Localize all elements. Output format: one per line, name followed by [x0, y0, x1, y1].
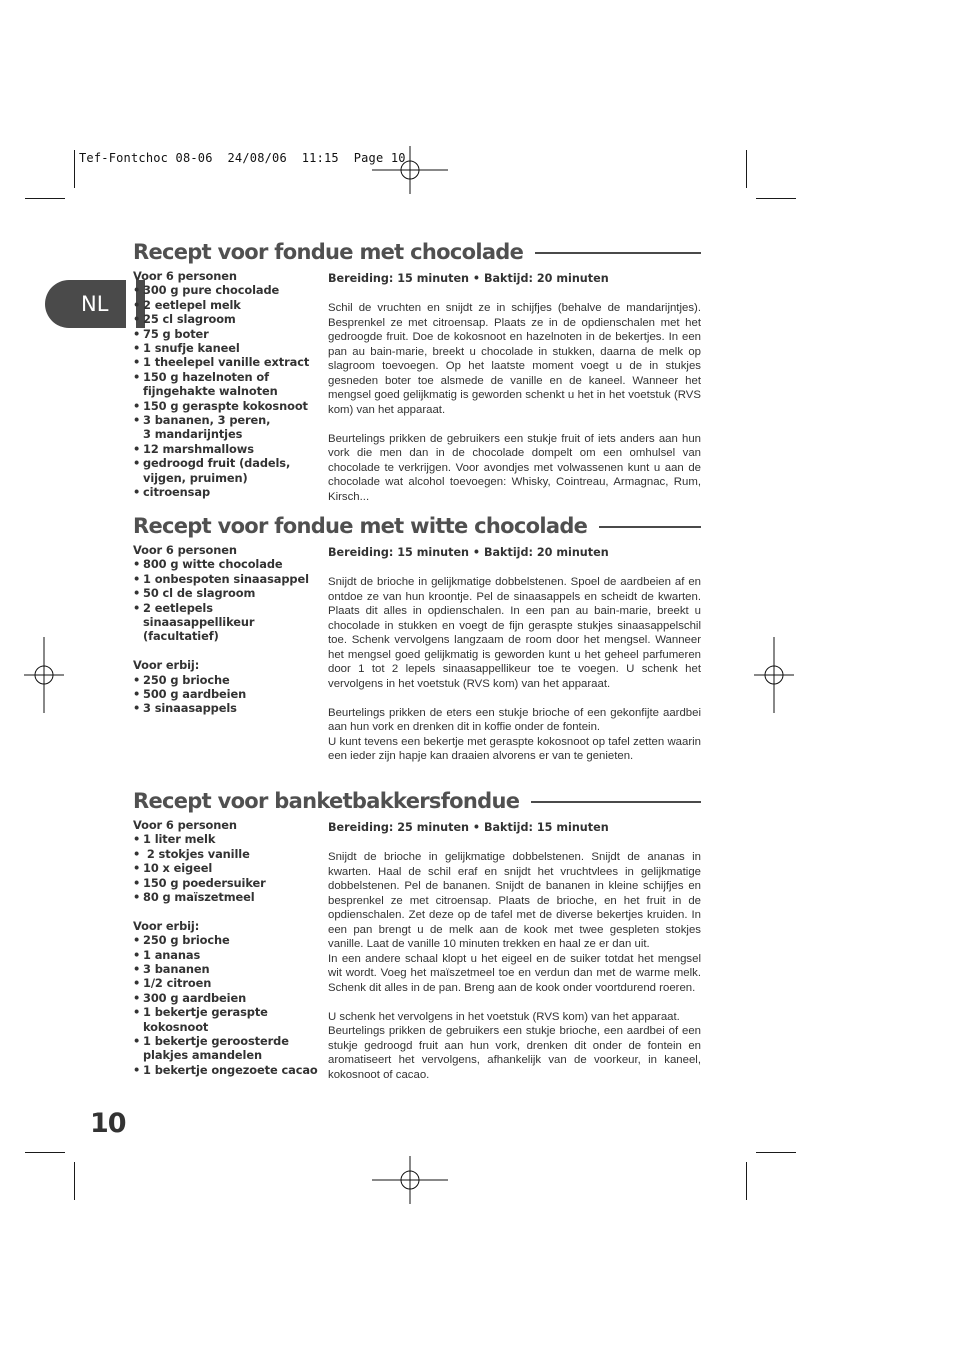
- ingredient-item: • 150 g poedersuiker: [133, 876, 318, 890]
- instruction-paragraph: U schenk het vervolgens in het voetstuk (RVS kom) van het apparaat.: [328, 1010, 680, 1023]
- extras-label: Voor erbij:: [133, 918, 200, 933]
- ingredient-item: • 1 onbespoten sinaasappel: [133, 572, 318, 586]
- extra-item: • 1 ananas: [133, 948, 318, 962]
- ingredient-item: • 150 g hazelnoten of fijngehakte walnoten: [133, 370, 283, 399]
- ingredient-item: • 1 snufje kaneel: [133, 341, 318, 355]
- extras-label: Voor erbij:: [133, 658, 200, 673]
- page-number: 10: [90, 1108, 126, 1139]
- extra-item: • 500 g aardbeien: [133, 687, 318, 701]
- instruction-paragraph: Beurtelings prikken de gebruikers een stukje brioche, een aardbei of een stukje gedroogd fruit aan hun vork, drenken dit onder de fontein en aromatiseert het vervolgens, afhankelijk van de voorkeur, in kaneel, kokosnoot of cacao.: [328, 1025, 701, 1081]
- recipe-timing: Bereiding: 15 minuten • Baktijd: 20 minuten: [328, 272, 609, 285]
- instruction-paragraph: Snijdt de brioche in gelijkmatige dobbelstenen. Spoel de aardbeien af en ontdoe ze van hun kroontje. Pel de sinaasappels en scheidt de kwarten. Plaats dit alles in opdienschalen. In een pan au bain-marie, breekt u chocolade in stukken en voegt de fijn geraspte stukjes sinaasappelschil toe. Schenk vervolgens langzaam de room door het mengsel. Wanneer het mengsel goed gelijkmatig is geworden kunt u het geheel parfumeren door 1 tot 2 lepels sinaasappellikeur toe te voegen. U schenk het vervolgens in het voetstuk (RVS kom) van het apparaat.: [328, 576, 701, 690]
- ingredient-item: • 2 eetlepels sinaasappellikeur (facultatief): [133, 601, 263, 644]
- crop-mark: [74, 1162, 75, 1200]
- crop-mark: [25, 1152, 65, 1153]
- instruction-paragraph: Snijdt de brioche in gelijkmatige dobbelstenen. Snijdt de ananas in kwarten. Haal de schil eraf en snijdt het vruchtvlees in gelijkmatige dobbelstenen. Pel de bananen. Snijdt de bananen in kleine schijfjes en besprenkel ze met citroensap. Plaats de brioche, en het fruit in de opdienschalen. Zet deze op de tafel met de diverse bekertjes kruiden. In een pan brengt u de melk aan de kook met twee gespleten stokjes vanille. Laat de vanille 10 minuten trekken en haal ze er dan uit.: [328, 851, 701, 950]
- extra-item: • 300 g aardbeien: [133, 991, 318, 1005]
- ingredient-item: • 300 g pure chocolade: [133, 283, 318, 297]
- recipe-title-row: [133, 238, 701, 268]
- ingredient-item: • gedroogd fruit (dadels, vijgen, pruimen): [133, 456, 293, 485]
- servings: Voor 6 personen: [133, 269, 237, 283]
- extra-item: • 1 bekertje geroosterde plakjes amandelen: [133, 1034, 303, 1063]
- crop-mark: [756, 1152, 796, 1153]
- language-tab-label: NL: [81, 292, 109, 316]
- recipe-instructions: [328, 546, 701, 764]
- extra-item: • 1 bekertje ongezoete cacao: [133, 1063, 318, 1077]
- ingredient-item: • 25 cl slagroom: [133, 312, 318, 326]
- ingredient-item: • 75 g boter: [133, 327, 318, 341]
- registration-mark-icon: [736, 637, 812, 713]
- ingredient-item: • 10 x eigeel: [133, 861, 318, 875]
- crop-mark: [746, 150, 747, 188]
- recipe-title-row: [133, 787, 701, 817]
- extra-item: • 1/2 citroen: [133, 976, 318, 990]
- extra-item: • 1 bekertje geraspte kokosnoot: [133, 1005, 283, 1034]
- recipe-title: Recept voor banketbakkersfondue: [133, 787, 531, 815]
- extra-item: • 3 bananen: [133, 962, 318, 976]
- recipe-timing: Bereiding: 25 minuten • Baktijd: 15 minuten: [328, 821, 609, 834]
- recipe-section: [133, 787, 701, 1081]
- extra-item: • 250 g brioche: [133, 673, 318, 687]
- crop-mark: [74, 150, 75, 188]
- instruction-paragraph: In een andere schaal klopt u het eigeel en de suiker totdat het mengsel wit wordt. Voeg het maïszetmeel toe en verdun dan met de warme melk. Schenk dit alles in de pan. Breng aan de kook onder voortdurend roeren.: [328, 952, 701, 994]
- extra-item: • 250 g brioche: [133, 933, 318, 947]
- ingredients-list: [133, 269, 318, 500]
- recipe-instructions: [328, 272, 701, 504]
- crop-mark: [746, 1162, 747, 1200]
- recipe-instructions: [328, 821, 701, 1082]
- recipe-section: [133, 512, 701, 762]
- ingredient-item: • citroensap: [133, 485, 318, 499]
- ingredient-item: • 1 liter melk: [133, 832, 318, 846]
- ingredients-list: [133, 543, 318, 716]
- ingredient-item: • 3 bananen, 3 peren, 3 mandarijntjes: [133, 413, 278, 442]
- registration-mark-icon: [6, 637, 82, 713]
- recipe-title: Recept voor fondue met witte chocolade: [133, 512, 599, 540]
- servings: Voor 6 personen: [133, 818, 237, 832]
- recipe-timing: Bereiding: 15 minuten • Baktijd: 20 minuten: [328, 546, 609, 559]
- crop-mark: [756, 198, 796, 199]
- crop-mark: [25, 198, 65, 199]
- ingredient-item: • 12 marshmallows: [133, 442, 318, 456]
- ingredient-item: • 2 stokjes vanille: [133, 847, 318, 861]
- ingredient-item: • 50 cl de slagroom: [133, 586, 318, 600]
- recipe-section: [133, 238, 701, 503]
- registration-mark-icon: [372, 132, 448, 208]
- ingredient-item: • 2 eetlepel melk: [133, 298, 318, 312]
- extra-item: • 3 sinaasappels: [133, 701, 318, 715]
- instruction-paragraph: Schil de vruchten en snijdt ze in schijfjes (behalve de mandarijntjes). Besprenkel ze met citroensap. Plaats ze in de opdienschalen met het gedroogde fruit. Doe de kokosnoot en hazelnoten in de bekertjes. In een pan au bain-marie, breekt u chocolade in stukken, daarna de melk op slagroom toevoegen. Op het laatste moment voegt u de in stukjes gesneden boter toe alsmede de vanille en de kaneel. Wanneer het mengsel goed gelijkmatig is geworden schenkt u het in het voetstuk (RVS kom) van het apparaat.: [328, 302, 701, 416]
- ingredients-list: [133, 818, 318, 1077]
- instruction-paragraph: U kunt tevens een bekertje met geraspte kokosnoot op tafel zetten waarin een ieder zijn hapje kan draaien alvorens er van te genieten.: [328, 735, 701, 762]
- registration-mark-icon: [372, 1142, 448, 1218]
- ingredient-item: • 800 g witte chocolade: [133, 557, 318, 571]
- instruction-paragraph: Beurtelings prikken de eters een stukje brioche of een gekonfijte aardbei aan hun vork en drenken dit in koffie onder de fontein.: [328, 706, 701, 733]
- recipe-title-row: [133, 512, 701, 542]
- ingredient-item: • 1 theelepel vanille extract: [133, 355, 318, 369]
- print-slug: Tef-Fontchoc 08-06 24/08/06 11:15 Page 10: [79, 151, 406, 165]
- instruction-paragraph: Beurtelings prikken de gebruikers een stukje fruit of iets anders aan hun vork die men dan in de chocolade dompelt om een omhulsel van chocolade te verkrijgen. Voor avondjes met volwassenen kunt u aan de chocolade wat alcohol toevoegen: Whisky, Cointreau, Armagnac, Rum, Kirsch...: [328, 432, 701, 503]
- ingredient-item: • 80 g maïszetmeel: [133, 890, 318, 904]
- recipe-title: Recept voor fondue met chocolade: [133, 238, 535, 266]
- ingredient-item: • 150 g geraspte kokosnoot: [133, 399, 318, 413]
- servings: Voor 6 personen: [133, 543, 237, 557]
